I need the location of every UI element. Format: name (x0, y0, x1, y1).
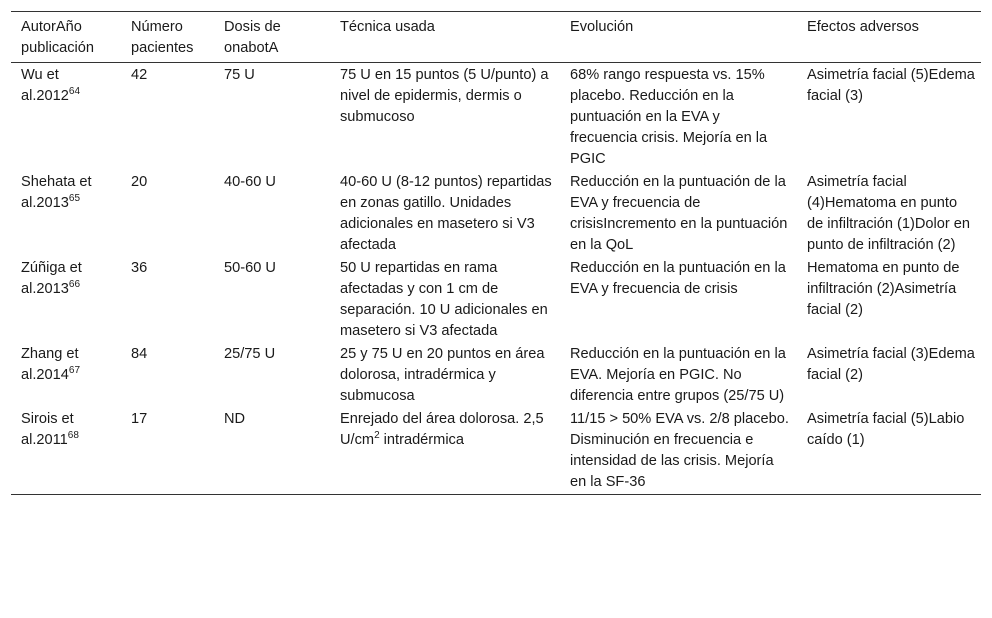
author-text: Shehata et al.2013 (21, 174, 92, 211)
table-row (11, 408, 981, 495)
author-text: Zhang et al.2014 (21, 346, 79, 383)
cell-dose: 75 U (224, 67, 255, 83)
cell-adverse: Asimetría facial (5)Labio caído (1) (807, 411, 965, 448)
author-text: Sirois et al.2011 (21, 411, 74, 448)
cell-adverse: Hematoma en punto de infiltración (2)Asimetría facial (2) (807, 260, 960, 318)
cell-evolution: Reducción en la puntuación en la EVA. Mejoría en PGIC. No diferencia entre grupos (25/75 U) (570, 346, 786, 404)
reference-number: 67 (68, 365, 81, 376)
table-row (11, 343, 981, 408)
study-table (11, 11, 981, 495)
cell-patients: 84 (131, 346, 148, 362)
cell-evolution: Reducción en la puntuación en la EVA y frecuencia de crisis (570, 260, 786, 297)
cell-dose: ND (224, 411, 246, 427)
cell-evolution: 11/15 > 50% EVA vs. 2/8 placebo. Disminución en frecuencia e intensidad de las crisis. Mejoría en la SF-36 (570, 411, 789, 490)
author-text: Zúñiga et al.2013 (21, 260, 82, 297)
cell-author (11, 408, 121, 495)
cell-technique (330, 408, 560, 495)
table-row (11, 257, 981, 343)
table-row (11, 63, 981, 172)
cell-dose: 40-60 U (224, 174, 276, 190)
author-text: Wu et al.2012 (21, 67, 69, 104)
cell-dose: 25/75 U (224, 346, 276, 362)
header-technique: Técnica usada (340, 19, 435, 35)
table-row (11, 171, 981, 257)
cell-author (11, 343, 121, 408)
cell-patients: 36 (131, 260, 148, 276)
reference-number: 68 (67, 430, 79, 441)
cell-adverse: Asimetría facial (3)Edema facial (2) (807, 346, 975, 383)
cell-adverse: Asimetría facial (5)Edema facial (3) (807, 67, 975, 104)
cell-patients: 17 (131, 411, 148, 427)
header-author: AutorAño publicación (21, 19, 95, 56)
cell-patients: 20 (131, 174, 148, 190)
cell-technique: 75 U en 15 puntos (5 U/punto) a nivel de epidermis, dermis o submucoso (340, 67, 549, 125)
cell-evolution: Reducción en la puntuación de la EVA y frecuencia de crisisIncremento en la puntuación en la QoL (570, 174, 788, 253)
cell-author (11, 171, 121, 257)
header-evolution: Evolución (570, 19, 634, 35)
technique-text: Enrejado del área dolorosa. 2,5 U/cm (340, 411, 544, 448)
technique-text-tail: intradérmica (379, 432, 464, 448)
unit-exponent: 2 (374, 430, 380, 441)
table-header-row (11, 12, 981, 63)
cell-dose: 50-60 U (224, 260, 276, 276)
header-patients: Número pacientes (131, 19, 194, 56)
cell-technique: 25 y 75 U en 20 puntos en área dolorosa, intradérmica y submucosa (340, 346, 545, 404)
header-adverse: Efectos adversos (807, 19, 919, 35)
reference-number: 66 (68, 279, 81, 290)
reference-number: 64 (68, 86, 81, 97)
cell-patients: 42 (131, 67, 148, 83)
cell-evolution: 68% rango respuesta vs. 15% placebo. Reducción en la puntuación en la EVA y frecuencia crisis. Mejoría en la PGIC (570, 67, 768, 167)
cell-adverse: Asimetría facial (4)Hematoma en punto de infiltración (1)Dolor en punto de infiltración (2) (807, 174, 971, 253)
cell-technique: 50 U repartidas en rama afectadas y con 1 cm de separación. 10 U adicionales en masetero si V3 afectada (340, 260, 548, 339)
cell-author (11, 257, 121, 343)
cell-technique: 40-60 U (8-12 puntos) repartidas en zonas gatillo. Unidades adicionales en masetero si V3 afectada (340, 174, 552, 253)
cell-author (11, 63, 121, 172)
header-dose: Dosis de onabotA (224, 19, 281, 56)
reference-number: 65 (68, 193, 81, 204)
